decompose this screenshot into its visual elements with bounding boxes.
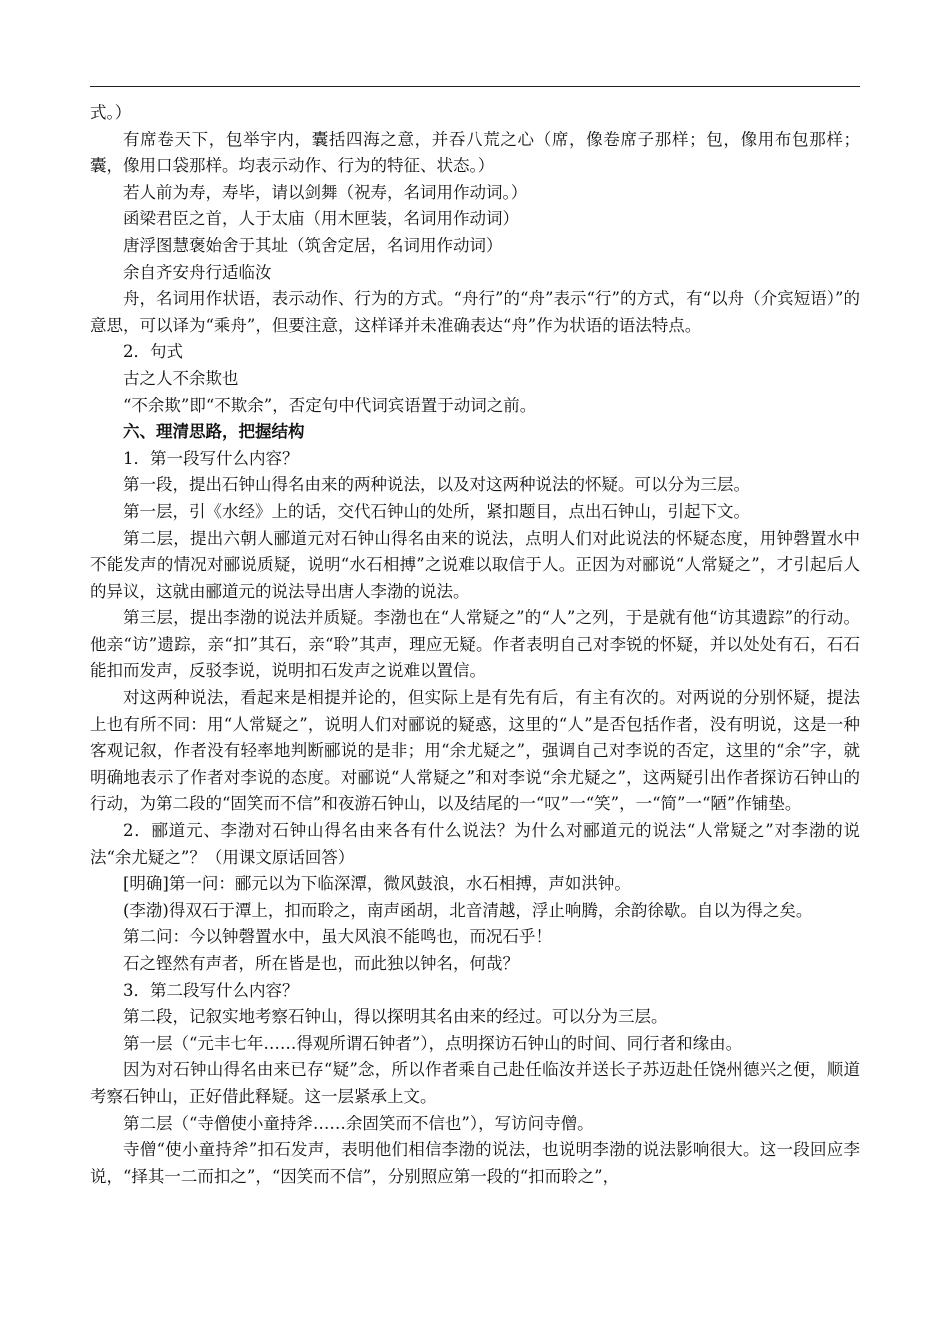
paragraph: [明确]第一问：郦元以为下临深潭，微风鼓浪，水石相搏，声如洪钟。: [123, 874, 631, 894]
paragraph: (李渤)得双石于潭上，扣而聆之，南声函胡，北音清越，浮止响腾，余韵徐歇。自以为得之矣。: [123, 900, 813, 920]
paragraph: 第一层（“元丰七年……得观所谓石钟者”），点明探访石钟山的时间、同行者和缘由。: [123, 1033, 743, 1053]
paragraph: 第二层（“寺僧使小童持斧……余固笑而不信也”），写访问寺僧。: [123, 1113, 594, 1133]
paragraph: 若人前为寿，寿毕，请以剑舞（祝寿，名词用作动词。）: [123, 182, 528, 202]
paragraph: 函梁君臣之首，人于太庙（用木匣装，名词用作动词）: [123, 209, 519, 229]
paragraph: 舟，名词用作状语，表示动作、行为的方式。“舟行”的“舟”表示“行”的方式，有“以舟（介宾短语）”的意思，可以译为“乘舟”，但要注意，这样译并未准确表达“舟”作为状语的语法特点。: [90, 289, 860, 335]
paragraph: 第一段，提出石钟山得名由来的两种说法，以及对这两种说法的怀疑。可以分为三层。: [123, 475, 750, 495]
paragraph: 余自齐安舟行适临汝: [123, 262, 272, 282]
paragraph: 石之铿然有声者，所在皆是也，而此独以钟名，何哉？: [123, 954, 519, 973]
paragraph: 对这两种说法，看起来是相提并论的，但实际上是有先有后，有主有次的。对两说的分别怀疑，提法上也有所不同：用“人常疑之”，说明人们对郦说的疑惑，这里的“人”是否包括作者，没有明说，这是一种客观记叙，作者没有轻率地判断郦说的是非；用“余尤疑之”，强调自己对李说的否定，这里的“余”字，就明确地表示了作者对李说的态度。对郦说“人常疑之”和对李说“余尤疑之”，这两疑引出作者探访石钟山的行动，为第二段的“固笑而不信”和夜游石钟山，以及结尾的一“叹”一“笑”，一“简”一“陋”作铺垫。: [90, 688, 860, 814]
paragraph: 式。）: [90, 103, 132, 122]
paragraph: 唐浮图慧褒始舍于其址（筑舍定居，名词用作动词）: [123, 235, 503, 255]
paragraph: 有席卷天下，包举宇内，囊括四海之意，并吞八荒之心（席，像卷席子那样；包，像用布包那样；囊，像用口袋那样。均表示动作、行为的特征、状态。）: [90, 129, 860, 176]
paragraph: 第二段，记叙实地考察石钟山，得以探明其名由来的经过。可以分为三层。: [123, 1007, 668, 1027]
header-rule: [90, 86, 860, 87]
paragraph: 2．句式: [123, 342, 183, 362]
paragraph: 3．第二段写什么内容？: [123, 980, 299, 1000]
paragraph: 1．第一段写什么内容？: [123, 448, 299, 468]
paragraph: “不余欺”即“不欺余”，否定句中代词宾语置于动词之前。: [123, 395, 537, 415]
document-body: [90, 100, 860, 1190]
paragraph: 第二层，提出六朝人郦道元对石钟山得名由来的说法，点明人们对此说法的怀疑态度，用钟磬置水中不能发声的情况对郦说质疑，说明“水石相搏”之说难以取信于人。正因为对郦说“人常疑之”，才引起后人的异议，这就由郦道元的说法导出唐人李渤的说法。: [90, 528, 860, 601]
paragraph: 因为对石钟山得名由来已存“疑”念，所以作者乘自己赴任临汝并送长子苏迈赴任饶州德兴之便，顺道考察石钟山，正好借此释疑。这一层紧承上文。: [90, 1060, 860, 1106]
section-heading: 六、理清思路，把握结构: [123, 422, 305, 442]
paragraph: 寺僧“使小童持斧”扣石发声，表明他们相信李渤的说法，也说明李渤的说法影响很大。这一段回应李说，“择其一二而扣之”，“因笑而不信”，分别照应第一段的“扣而聆之”，: [90, 1140, 860, 1186]
paragraph: 第二问：今以钟磬置水中，虽大风浪不能鸣也，而况石乎！: [123, 927, 552, 947]
paragraph: 第一层，引《水经》上的话，交代石钟山的处所，紧扣题目，点出石钟山，引起下文。: [123, 501, 750, 521]
paragraph: 2．郦道元、李渤对石钟山得名由来各有什么说法？为什么对郦道元的说法“人常疑之”对李渤的说法“余尤疑之”？（用课文原话回答）: [90, 821, 860, 867]
paragraph: 第三层，提出李渤的说法并质疑。李渤也在“人常疑之”的“人”之列，于是就有他“访其遗踪”的行动。他亲“访”遗踪，亲“扣”其石，亲“聆”其声，理应无疑。作者表明自己对李锐的怀疑，并以处处有石，石石能扣而发声，反驳李说，说明扣石发声之说难以置信。: [90, 608, 860, 681]
paragraph: 古之人不余欺也: [123, 368, 239, 388]
